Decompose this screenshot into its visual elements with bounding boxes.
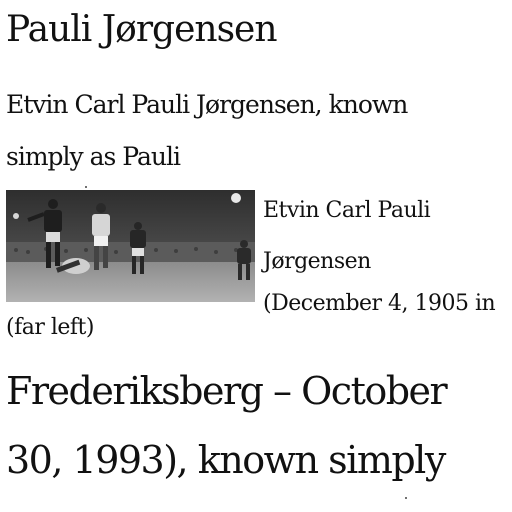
image-caption-line-2: Jørgensen bbox=[263, 249, 371, 274]
intro-line-2: simply as Pauli bbox=[6, 142, 180, 171]
image-caption-line-3: (December 4, 1905 in bbox=[263, 291, 496, 316]
page-title: Pauli Jørgensen bbox=[6, 9, 277, 50]
photo-pitch bbox=[6, 262, 255, 302]
football-photo bbox=[6, 190, 255, 302]
image-caption-line-1: Etvin Carl Pauli bbox=[263, 198, 431, 223]
speck bbox=[85, 186, 87, 188]
intro-line-1: Etvin Carl Pauli Jørgensen, known bbox=[6, 90, 408, 119]
body-line-1: Frederiksberg – October bbox=[6, 369, 447, 413]
speck bbox=[405, 497, 407, 499]
body-line-2: 30, 1993), known simply bbox=[6, 438, 445, 482]
photo-ball bbox=[231, 193, 241, 203]
photo-caption: (far left) bbox=[6, 315, 94, 340]
